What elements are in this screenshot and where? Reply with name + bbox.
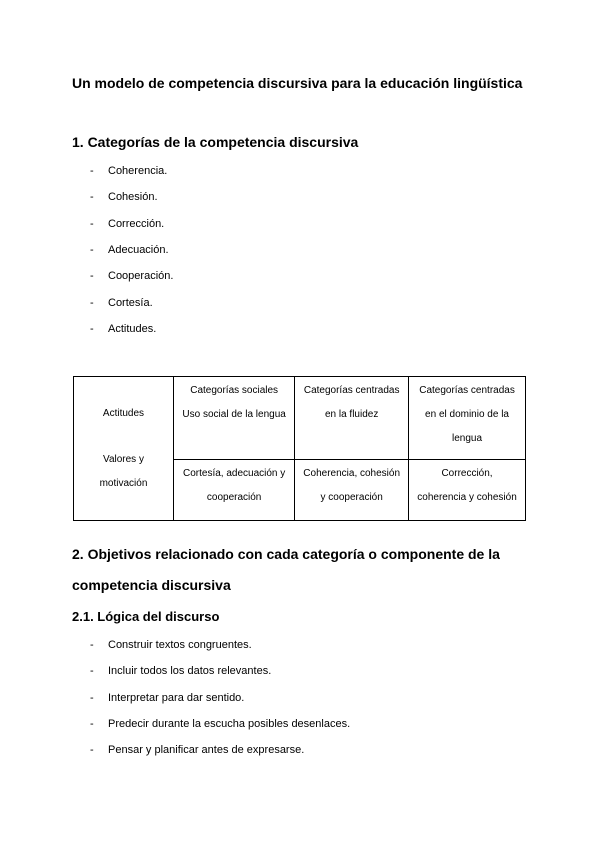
list-item: Cortesía. — [108, 296, 153, 309]
list-bullet: - — [90, 322, 94, 335]
table-cell — [174, 460, 295, 521]
cell-text: lengua — [452, 433, 483, 444]
list-bullet: - — [90, 296, 94, 309]
section-heading: 2. Objetivos relacionado con cada categoría o componente de la — [72, 546, 500, 562]
cell-text: y cooperación — [320, 492, 383, 503]
table-cell — [295, 460, 409, 521]
list-item: Pensar y planificar antes de expresarse. — [108, 744, 305, 757]
section-heading-cont: competencia discursiva — [72, 577, 231, 593]
cell-text: Categorías sociales — [190, 385, 279, 396]
list-item: Interpretar para dar sentido. — [108, 691, 245, 704]
cell-text: Valores y — [103, 453, 144, 465]
list-bullet: - — [90, 165, 94, 177]
list-item: Incluir todos los datos relevantes. — [108, 665, 272, 678]
list-bullet: - — [90, 744, 94, 757]
list-bullet: - — [90, 270, 94, 283]
categories-table — [73, 376, 526, 521]
list-bullet: - — [90, 639, 94, 651]
cell-text: cooperación — [206, 492, 262, 503]
list-bullet: - — [90, 243, 94, 256]
cell-text: coherencia y cohesión — [417, 492, 517, 503]
list-item: Construir textos congruentes. — [108, 639, 252, 651]
list-item: Predecir durante la escucha posibles desenlaces. — [108, 717, 351, 730]
table-header-cell — [295, 377, 409, 460]
table-header-cell — [174, 377, 295, 460]
table-cell — [409, 460, 526, 521]
list-item: Coherencia. — [108, 165, 168, 177]
cell-text: Uso social de la lengua — [182, 409, 286, 420]
document-title: Un modelo de competencia discursiva para la educación lingüística — [72, 75, 523, 91]
list-item: Adecuación. — [108, 243, 169, 256]
cell-text: Categorías centradas — [303, 385, 400, 396]
table-left-cell — [74, 377, 174, 521]
cell-text: Actitudes — [102, 407, 145, 419]
list-item: Actitudes. — [108, 322, 157, 335]
cell-text: en el dominio de la — [425, 409, 509, 420]
list-bullet: - — [90, 717, 94, 730]
list-item: Cooperación. — [108, 270, 174, 283]
cell-text: Coherencia, cohesión — [303, 468, 401, 479]
cell-text: Categorías centradas — [419, 385, 515, 396]
list-bullet: - — [90, 191, 94, 204]
list-bullet: - — [90, 691, 94, 704]
subsection-heading: 2.1. Lógica del discurso — [72, 609, 220, 624]
cell-text: motivación — [99, 477, 148, 489]
list-bullet: - — [90, 217, 94, 230]
list-bullet: - — [90, 665, 94, 678]
cell-text: en la fluidez — [324, 409, 379, 420]
list-item: Cohesión. — [108, 191, 158, 204]
cell-text: Cortesía, adecuación y — [182, 468, 286, 479]
table-header-cell — [409, 377, 526, 460]
section-heading: 1. Categorías de la competencia discursiva — [72, 134, 359, 150]
list-item: Corrección. — [108, 217, 165, 230]
cell-text: Corrección, — [441, 468, 493, 479]
